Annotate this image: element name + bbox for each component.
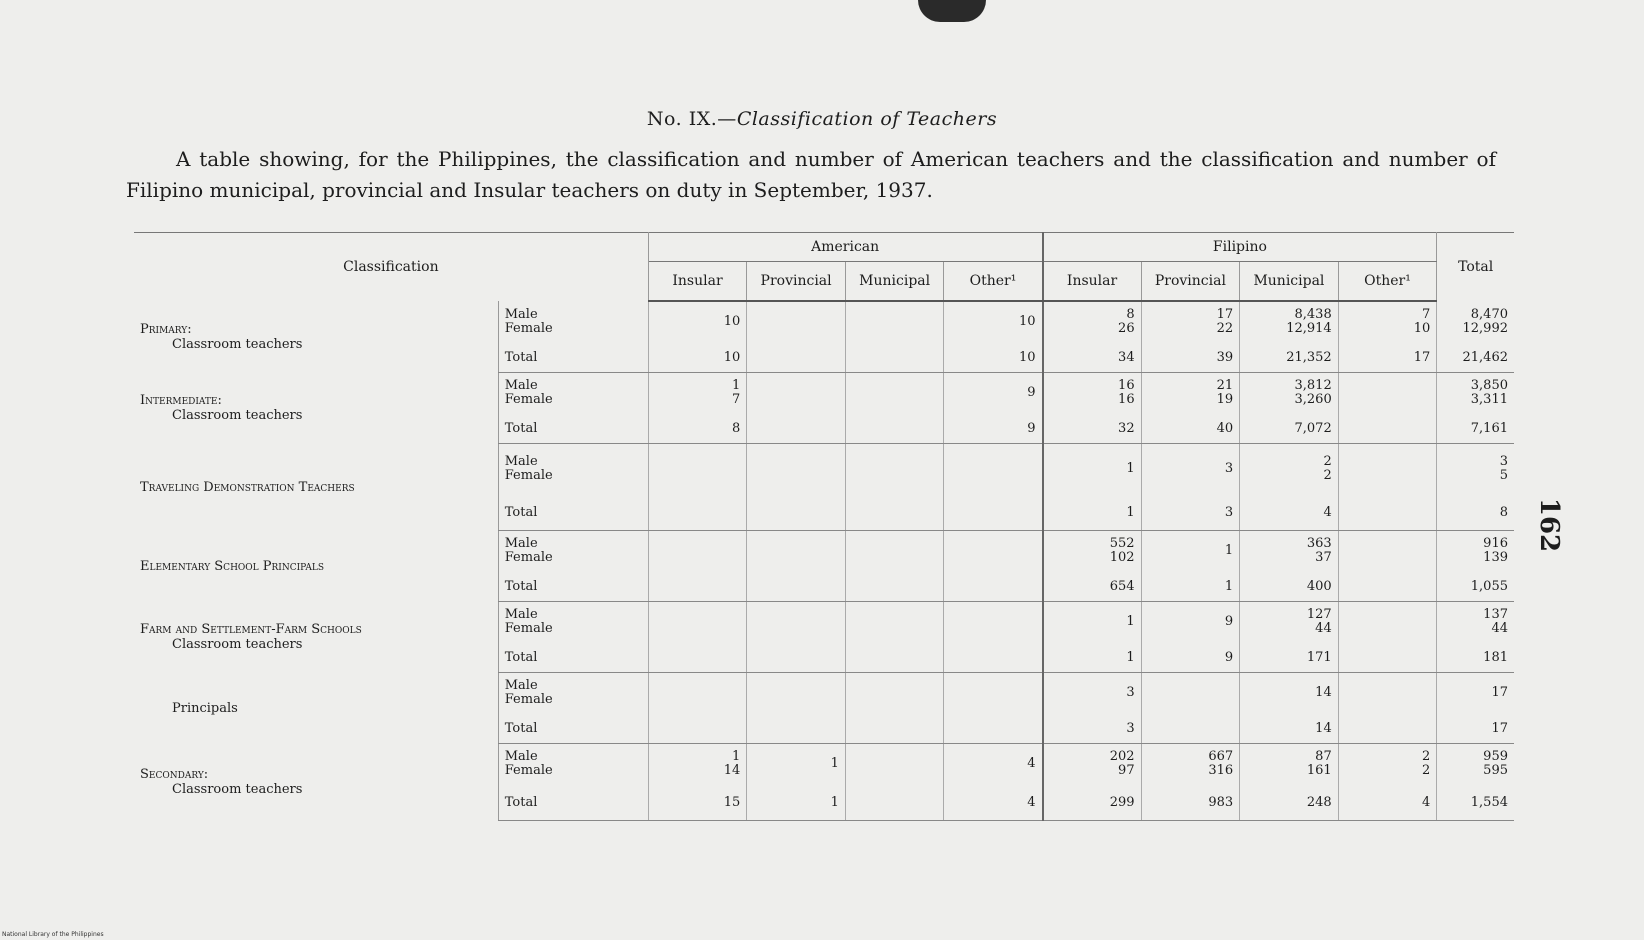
total-label: Total xyxy=(498,642,648,673)
total-value: 9 xyxy=(944,413,1043,444)
value-cell xyxy=(747,673,846,714)
female-value: 12,992 xyxy=(1462,320,1508,336)
male-label: Male xyxy=(504,749,538,764)
table-row xyxy=(134,531,1514,572)
sub-label: Principals xyxy=(172,700,238,716)
value-cell xyxy=(1043,673,1142,714)
male-value: 17 xyxy=(1491,685,1508,700)
total-value: 181 xyxy=(1437,642,1514,673)
header-american: American xyxy=(648,233,1042,262)
value-cell xyxy=(648,373,747,414)
row-classification xyxy=(134,301,498,373)
male-value: 137 xyxy=(1483,607,1508,622)
total-value: 4 xyxy=(1338,784,1437,821)
value-cell xyxy=(747,602,846,643)
value-cell xyxy=(1240,301,1339,342)
sex-labels xyxy=(498,744,648,785)
table-row xyxy=(134,444,1514,495)
female-label: Female xyxy=(504,550,553,565)
page-title xyxy=(0,108,1644,130)
female-value: 26 xyxy=(1118,321,1135,336)
male-value: 959 xyxy=(1483,749,1508,764)
female-value: 10 xyxy=(1413,321,1431,336)
male-value: 363 xyxy=(1306,536,1332,551)
total-value xyxy=(845,784,944,821)
value-cell xyxy=(1338,373,1437,414)
female-value: 3,311 xyxy=(1470,392,1508,407)
total-value: 1 xyxy=(1043,642,1142,673)
male-value: 87 xyxy=(1315,749,1332,764)
male-value: 3,850 xyxy=(1470,378,1508,393)
total-value xyxy=(1338,494,1437,531)
total-value xyxy=(747,494,846,531)
female-value: 316 xyxy=(1208,763,1234,778)
header-filipino: Filipino xyxy=(1043,233,1437,262)
female-value: 4 xyxy=(1027,756,1036,771)
total-value xyxy=(747,642,846,673)
female-value: 7 xyxy=(732,392,741,407)
value-cell xyxy=(648,531,747,572)
male-label: Male xyxy=(504,678,538,693)
male-value: 16 xyxy=(1118,378,1135,393)
total-label: Total xyxy=(498,571,648,602)
total-value: 1 xyxy=(747,784,846,821)
male-value: 2 xyxy=(1422,749,1431,764)
female-value: 9 xyxy=(1027,385,1036,400)
value-cell xyxy=(1043,744,1142,785)
female-value: 3,260 xyxy=(1294,392,1332,407)
total-value: 21,352 xyxy=(1240,342,1339,373)
male-value: 2 xyxy=(1323,454,1332,469)
group-label: Traveling Demonstration Teachers xyxy=(140,479,355,495)
value-cell xyxy=(1437,444,1514,495)
value-cell xyxy=(1437,373,1514,414)
male-value: 21 xyxy=(1216,378,1234,393)
value-cell xyxy=(1240,602,1339,643)
teachers-table xyxy=(134,232,1514,821)
value-cell xyxy=(1141,444,1240,495)
female-label: Female xyxy=(504,468,553,483)
female-value: 595 xyxy=(1483,763,1508,778)
value-cell xyxy=(944,744,1043,785)
total-value: 3 xyxy=(1141,494,1240,531)
total-value: 17 xyxy=(1338,342,1437,373)
page-number: 162 xyxy=(1534,497,1565,553)
header-col: Provincial xyxy=(1141,262,1240,302)
total-value: 8 xyxy=(648,413,747,444)
group-label: Secondary: xyxy=(140,767,209,782)
header-col: Insular xyxy=(1043,262,1142,302)
male-label: Male xyxy=(504,454,538,469)
value-cell xyxy=(944,673,1043,714)
row-classification xyxy=(134,673,498,744)
value-cell xyxy=(1240,373,1339,414)
male-label: Male xyxy=(504,378,538,393)
header-col: Municipal xyxy=(845,262,944,302)
value-cell xyxy=(1043,602,1142,643)
total-value: 9 xyxy=(1141,642,1240,673)
male-value: 17 xyxy=(1216,307,1234,322)
value-cell xyxy=(1338,673,1437,714)
total-value xyxy=(944,642,1043,673)
total-value: 4 xyxy=(1240,494,1339,531)
value-cell xyxy=(1437,531,1514,572)
value-cell xyxy=(944,444,1043,495)
intro-paragraph: A table showing, for the Philippines, the classification and number of American teachers and the classification and number of Filipino municipal, provincial and Insular teachers on duty in September, 1937. xyxy=(126,147,1496,202)
sub-label: Classroom teachers xyxy=(172,637,303,652)
total-value: 21,462 xyxy=(1437,342,1514,373)
value-cell xyxy=(845,602,944,643)
male-value: 7 xyxy=(1422,307,1431,322)
row-classification xyxy=(134,444,498,531)
total-label: Total xyxy=(498,494,648,531)
female-value: 37 xyxy=(1315,550,1332,565)
female-value: 2 xyxy=(1323,468,1332,483)
value-cell xyxy=(1437,301,1514,342)
binding-clip xyxy=(918,0,986,22)
header-col: Other¹ xyxy=(944,262,1043,302)
total-value xyxy=(845,494,944,531)
value-cell xyxy=(1338,531,1437,572)
value-cell xyxy=(1043,531,1142,572)
female-value: 44 xyxy=(1491,621,1508,636)
value-cell xyxy=(1437,602,1514,643)
female-value: 19 xyxy=(1216,392,1234,407)
total-value xyxy=(747,571,846,602)
sex-labels xyxy=(498,444,648,495)
total-label: Total xyxy=(498,342,648,373)
table-row xyxy=(134,673,1514,714)
female-value: 1 xyxy=(830,756,839,771)
total-value: 248 xyxy=(1240,784,1339,821)
total-value: 1,055 xyxy=(1437,571,1514,602)
value-cell xyxy=(944,373,1043,414)
value-cell xyxy=(1240,444,1339,495)
row-classification xyxy=(134,602,498,673)
total-value xyxy=(845,342,944,373)
total-value: 4 xyxy=(944,784,1043,821)
total-value xyxy=(1338,413,1437,444)
total-value xyxy=(648,642,747,673)
group-label: Farm and Settlement-Farm Schools xyxy=(140,622,362,637)
female-value: 12,914 xyxy=(1286,321,1332,336)
value-cell xyxy=(1141,373,1240,414)
female-value: 102 xyxy=(1109,550,1135,565)
header-col: Provincial xyxy=(747,262,846,302)
total-value: 8 xyxy=(1437,494,1514,531)
total-value xyxy=(1141,713,1240,744)
value-cell xyxy=(1338,444,1437,495)
header-total: Total xyxy=(1437,233,1514,302)
total-value xyxy=(845,713,944,744)
sex-labels xyxy=(498,301,648,342)
sub-label: Classroom teachers xyxy=(172,336,303,352)
value-cell xyxy=(1141,744,1240,785)
value-cell xyxy=(747,301,846,342)
male-value: 9 xyxy=(1224,614,1234,629)
female-value: 14 xyxy=(723,763,741,778)
female-label: Female xyxy=(504,763,553,778)
total-value: 40 xyxy=(1141,413,1240,444)
value-cell xyxy=(1338,602,1437,643)
male-value: 916 xyxy=(1483,536,1508,551)
row-classification xyxy=(134,744,498,821)
total-value: 10 xyxy=(648,342,747,373)
value-cell xyxy=(1141,301,1240,342)
total-value xyxy=(747,413,846,444)
total-value xyxy=(1338,642,1437,673)
value-cell xyxy=(1141,531,1240,572)
sex-labels xyxy=(498,531,648,572)
male-value: 14 xyxy=(1315,685,1332,700)
value-cell xyxy=(1240,531,1339,572)
male-label: Male xyxy=(504,607,538,622)
sex-labels xyxy=(498,673,648,714)
header-col: Insular xyxy=(648,262,747,302)
male-value: 1 xyxy=(732,378,741,393)
value-cell xyxy=(845,531,944,572)
total-value: 3 xyxy=(1043,713,1142,744)
total-value: 1 xyxy=(1141,571,1240,602)
male-value: 8 xyxy=(1126,307,1135,322)
female-value: 44 xyxy=(1315,621,1332,636)
female-value: 139 xyxy=(1483,550,1508,565)
table-row xyxy=(134,602,1514,643)
male-value: 3 xyxy=(1499,454,1508,469)
total-value xyxy=(1338,713,1437,744)
value-cell xyxy=(648,444,747,495)
value-cell xyxy=(944,531,1043,572)
value-cell xyxy=(1240,744,1339,785)
male-value: 202 xyxy=(1109,749,1135,764)
total-label: Total xyxy=(498,413,648,444)
value-cell xyxy=(648,301,747,342)
sub-label: Classroom teachers xyxy=(172,782,303,797)
value-cell xyxy=(747,744,846,785)
total-label: Total xyxy=(498,713,648,744)
total-value xyxy=(944,713,1043,744)
male-value: 552 xyxy=(1109,536,1135,551)
total-value xyxy=(845,413,944,444)
value-cell xyxy=(1043,444,1142,495)
female-value: 5 xyxy=(1499,468,1508,483)
header-classification: Classification xyxy=(134,233,648,302)
value-cell xyxy=(1240,673,1339,714)
total-value: 10 xyxy=(944,342,1043,373)
value-cell xyxy=(747,373,846,414)
value-cell xyxy=(845,744,944,785)
sex-labels xyxy=(498,602,648,643)
total-value: 15 xyxy=(648,784,747,821)
female-label: Female xyxy=(504,621,553,636)
male-value: 3 xyxy=(1126,685,1135,700)
total-value xyxy=(944,494,1043,531)
total-value xyxy=(845,571,944,602)
value-cell xyxy=(648,673,747,714)
header-col: Other¹ xyxy=(1338,262,1437,302)
female-value: 97 xyxy=(1118,763,1135,778)
total-label: Total xyxy=(498,784,648,821)
table-row xyxy=(134,744,1514,785)
value-cell xyxy=(1437,673,1514,714)
male-value: 1 xyxy=(1224,543,1234,558)
male-value: 8,470 xyxy=(1470,306,1508,322)
table-row xyxy=(134,373,1514,414)
female-value: 161 xyxy=(1306,763,1332,778)
footer-credit: National Library of the Philippines xyxy=(2,931,104,938)
female-value: 10 xyxy=(1018,314,1036,329)
female-label: Female xyxy=(504,692,553,707)
group-label: Primary: xyxy=(140,321,192,337)
group-label: Elementary School Principals xyxy=(140,558,325,574)
value-cell xyxy=(1141,673,1240,714)
title-prefix: No. IX.— xyxy=(646,108,737,130)
male-value: 8,438 xyxy=(1294,307,1332,322)
title-text: Classification of Teachers xyxy=(736,108,998,130)
value-cell xyxy=(1043,373,1142,414)
total-value: 171 xyxy=(1240,642,1339,673)
female-value: 10 xyxy=(723,314,741,329)
male-value: 127 xyxy=(1306,607,1332,622)
header-col: Municipal xyxy=(1240,262,1339,302)
total-value: 299 xyxy=(1043,784,1142,821)
value-cell xyxy=(648,602,747,643)
total-value: 7,161 xyxy=(1437,413,1514,444)
total-value xyxy=(648,571,747,602)
total-value: 1 xyxy=(1043,494,1142,531)
value-cell xyxy=(944,602,1043,643)
total-value: 39 xyxy=(1141,342,1240,373)
total-value xyxy=(944,571,1043,602)
value-cell xyxy=(1338,301,1437,342)
value-cell xyxy=(845,301,944,342)
value-cell xyxy=(944,301,1043,342)
male-value: 3,812 xyxy=(1294,378,1332,393)
male-label: Male xyxy=(504,536,538,551)
female-label: Female xyxy=(504,320,553,336)
total-value xyxy=(1338,571,1437,602)
value-cell xyxy=(1338,744,1437,785)
value-cell xyxy=(1437,744,1514,785)
sex-labels xyxy=(498,373,648,414)
total-value: 983 xyxy=(1141,784,1240,821)
total-value: 34 xyxy=(1043,342,1142,373)
total-value: 400 xyxy=(1240,571,1339,602)
female-value: 3 xyxy=(1224,461,1234,476)
male-value: 1 xyxy=(1126,461,1135,476)
female-value: 22 xyxy=(1216,321,1234,336)
value-cell xyxy=(747,444,846,495)
value-cell xyxy=(845,373,944,414)
total-value: 654 xyxy=(1043,571,1142,602)
group-label: Intermediate: xyxy=(140,393,222,408)
total-value xyxy=(747,713,846,744)
male-label: Male xyxy=(504,306,538,322)
value-cell xyxy=(1141,602,1240,643)
table-body xyxy=(134,301,1514,821)
row-classification xyxy=(134,531,498,602)
male-value: 667 xyxy=(1208,749,1234,764)
value-cell xyxy=(747,531,846,572)
total-value: 17 xyxy=(1437,713,1514,744)
value-cell xyxy=(845,444,944,495)
total-value: 32 xyxy=(1043,413,1142,444)
value-cell xyxy=(648,744,747,785)
female-label: Female xyxy=(504,392,553,407)
sub-label: Classroom teachers xyxy=(172,408,303,423)
table-row xyxy=(134,301,1514,342)
total-value xyxy=(845,642,944,673)
total-value xyxy=(648,494,747,531)
total-value xyxy=(648,713,747,744)
total-value xyxy=(747,342,846,373)
male-value: 1 xyxy=(732,749,741,764)
female-value: 2 xyxy=(1422,763,1431,778)
male-value: 1 xyxy=(1126,614,1135,629)
total-value: 1,554 xyxy=(1437,784,1514,821)
female-value: 16 xyxy=(1118,392,1135,407)
total-value: 14 xyxy=(1240,713,1339,744)
row-classification xyxy=(134,373,498,444)
value-cell xyxy=(845,673,944,714)
total-value: 7,072 xyxy=(1240,413,1339,444)
value-cell xyxy=(1043,301,1142,342)
